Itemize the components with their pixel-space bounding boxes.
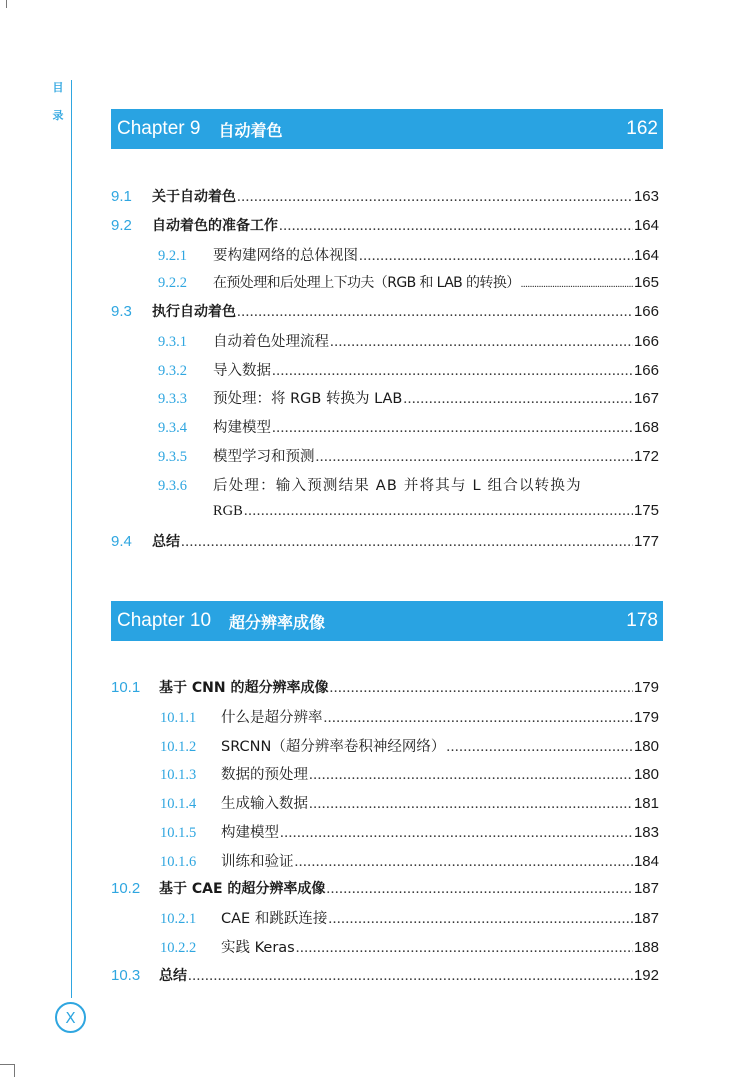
dot-leader: [328, 911, 633, 928]
dot-leader: [521, 278, 633, 290]
entry-page: 184: [633, 852, 659, 870]
entry-title: 模型学习和预测: [213, 448, 315, 465]
toc-entry-10-1[interactable]: [111, 677, 659, 706]
dot-leader: [403, 391, 633, 408]
chapter-10-header[interactable]: [111, 601, 663, 641]
chapter-9-toc: [111, 186, 659, 560]
entry-page: 179: [633, 708, 659, 726]
entry-title: CAE 和跳跃连接: [221, 911, 328, 927]
entry-page: 179: [633, 679, 659, 696]
entry-number: 9.3.2: [158, 362, 187, 379]
entry-page: 172: [633, 447, 659, 465]
dot-leader: [181, 534, 633, 551]
entry-title: 自动着色的准备工作: [152, 217, 278, 234]
entry-page: 192: [633, 966, 659, 984]
toc-entry-10-1-3[interactable]: [111, 763, 659, 792]
toc-entry-9-3-6-cont[interactable]: [111, 502, 659, 531]
side-rule: [71, 80, 72, 998]
toc-entry-10-1-5[interactable]: [111, 821, 659, 850]
toc-entry-9-1[interactable]: [111, 186, 659, 215]
entry-title: 构建模型: [213, 420, 271, 436]
chapter-label: Chapter 10: [117, 610, 212, 631]
side-label-char-1: 目: [52, 81, 64, 94]
entry-number: 9.3.1: [158, 333, 187, 350]
entry-title: 数据的预处理: [221, 767, 308, 784]
entry-title: 预处理：将 RGB 转换为 LAB: [213, 391, 403, 408]
toc-side-label: [50, 74, 66, 130]
toc-entry-9-3-6[interactable]: [111, 474, 659, 503]
crop-mark-top: [0, 0, 7, 8]
entry-page: 188: [633, 938, 659, 956]
dot-leader: [244, 503, 633, 520]
entry-title: 导入数据: [213, 362, 271, 379]
entry-number: 9.3.4: [158, 420, 187, 436]
chapter-10-toc: [111, 677, 659, 993]
entry-number: 10.1.3: [160, 767, 197, 784]
entry-title: 构建模型: [221, 824, 279, 841]
toc-entry-9-2-2[interactable]: [111, 272, 659, 301]
entry-number: 10.2.1: [160, 911, 197, 927]
entry-title: 总结: [159, 967, 187, 984]
entry-title: 后处理：输入预测结果 AB 并将其与 L 组合以转换为: [213, 477, 582, 494]
entry-page: 164: [633, 246, 659, 264]
entry-page: 163: [633, 188, 659, 205]
entry-page: 181: [633, 795, 659, 812]
entry-page: 164: [633, 216, 659, 234]
entry-number: 10.1.2: [160, 738, 197, 755]
entry-number: 9.4: [111, 533, 132, 550]
entry-title: 总结: [152, 534, 180, 550]
dot-leader: [326, 881, 633, 898]
chapter-9-header[interactable]: [111, 109, 663, 149]
entry-title: 要构建网络的总体视图: [213, 247, 358, 264]
entry-page: 180: [633, 766, 659, 784]
dot-leader: [359, 248, 633, 265]
entry-number: 10.1: [111, 679, 141, 696]
crop-mark-bottom: [0, 1064, 15, 1077]
entry-page: 187: [633, 910, 659, 927]
toc-entry-9-3-3[interactable]: [111, 387, 659, 416]
entry-page: 180: [633, 737, 659, 755]
entry-title: 什么是超分辨率: [221, 709, 323, 726]
entry-page: 177: [633, 533, 659, 550]
entry-title: SRCNN（超分辨率卷积神经网络）: [221, 738, 446, 755]
entry-number: 10.1.4: [160, 796, 197, 812]
dot-leader: [272, 363, 633, 380]
entry-page: 187: [633, 880, 659, 898]
entry-title: 训练和验证: [221, 853, 294, 870]
entry-number: 9.3.5: [158, 448, 187, 465]
entry-number: 10.2.2: [160, 939, 197, 956]
entry-title: 生成输入数据: [221, 796, 308, 812]
entry-number: 10.3: [111, 966, 141, 984]
entry-page: 168: [633, 419, 659, 436]
chapter-page: 162: [626, 118, 658, 139]
toc-entry-9-3-5[interactable]: [111, 445, 659, 474]
toc-entry-10-2-1[interactable]: [111, 907, 659, 936]
chapter-title: 自动着色: [218, 120, 283, 140]
dot-leader: [237, 189, 633, 206]
entry-page: 166: [633, 361, 659, 379]
entry-number: 10.1.5: [160, 824, 197, 841]
entry-number: 9.1: [111, 188, 132, 205]
dot-leader: [279, 218, 633, 235]
chapter-page: 178: [626, 610, 658, 631]
dot-leader: [324, 710, 633, 727]
dot-leader: [296, 940, 633, 957]
dot-leader: [446, 739, 633, 756]
toc-entry-10-1-4[interactable]: [111, 792, 659, 821]
entry-title: 在预处理和后处理上下功夫（RGB 和 LAB 的转换）: [213, 275, 520, 292]
side-label-char-2: 录: [52, 109, 64, 122]
entry-number: 9.2.2: [158, 275, 187, 292]
toc-entry-10-2-2[interactable]: [111, 936, 659, 965]
toc-entry-9-4[interactable]: [111, 531, 659, 560]
toc-entry-9-3-2[interactable]: [111, 359, 659, 388]
entry-title: 基于 CNN 的超分辨率成像: [159, 680, 329, 696]
entry-number: 9.3: [111, 303, 132, 320]
dot-leader: [329, 680, 633, 697]
entry-number: 9.2: [111, 216, 132, 234]
dot-leader: [309, 796, 633, 813]
entry-page: 166: [633, 332, 659, 350]
entry-title: 实践 Keras: [221, 939, 295, 956]
entry-number: 10.1.6: [160, 853, 197, 870]
toc-entry-10-1-6[interactable]: [111, 850, 659, 879]
entry-title: 自动着色处理流程: [213, 333, 329, 350]
entry-page: 183: [633, 823, 659, 841]
entry-page: 175: [633, 502, 659, 520]
dot-leader: [330, 334, 633, 351]
dot-leader: [309, 767, 633, 784]
toc-entry-10-3[interactable]: [111, 965, 659, 994]
entry-number: 9.3.6: [158, 477, 187, 494]
chapter-label: Chapter 9: [117, 118, 201, 139]
page-number-badge: X: [55, 1002, 86, 1033]
toc-entry-9-3-4[interactable]: [111, 416, 659, 445]
entry-number: 9.3.3: [158, 391, 187, 408]
entry-page: 167: [633, 390, 659, 408]
entry-number: 9.2.1: [158, 247, 187, 264]
toc-entry-9-2[interactable]: [111, 215, 659, 244]
toc-entry-10-2[interactable]: [111, 878, 659, 907]
dot-leader: [295, 854, 633, 871]
entry-title: 执行自动着色: [152, 304, 236, 320]
entry-title: 基于 CAE 的超分辨率成像: [159, 881, 326, 898]
toc-entry-10-1-1[interactable]: [111, 706, 659, 735]
toc-entry-10-1-2[interactable]: [111, 735, 659, 764]
entry-number: 10.1.1: [160, 709, 197, 726]
toc-entry-9-3-1[interactable]: [111, 330, 659, 359]
entry-page: 165: [633, 274, 659, 292]
dot-leader: [280, 825, 633, 842]
entry-number: 10.2: [111, 880, 141, 898]
entry-title: 关于自动着色: [152, 189, 236, 205]
entry-title-continued: RGB: [213, 503, 243, 520]
toc-entry-9-2-1[interactable]: [111, 244, 659, 273]
entry-page: 166: [633, 303, 659, 320]
dot-leader: [188, 968, 633, 985]
dot-leader: [316, 449, 633, 466]
chapter-title: 超分辨率成像: [229, 612, 326, 632]
dot-leader: [237, 304, 633, 321]
dot-leader: [272, 420, 633, 437]
toc-entry-9-3[interactable]: [111, 301, 659, 330]
